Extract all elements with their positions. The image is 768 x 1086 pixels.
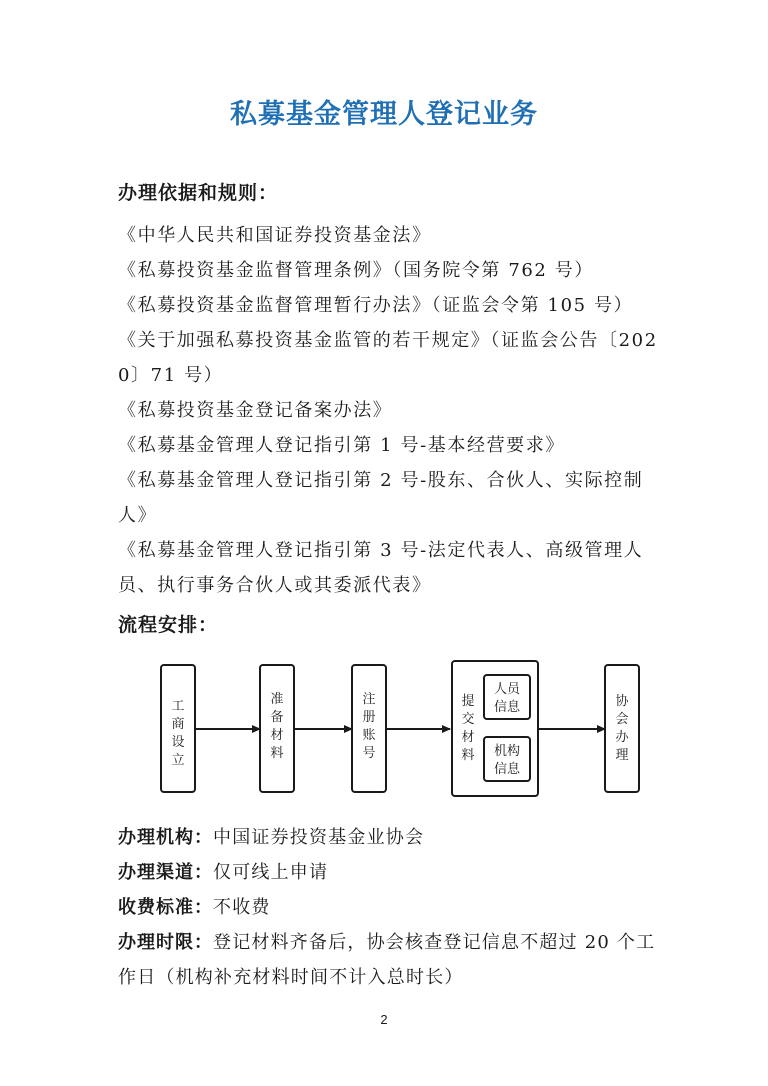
page-title: 私募基金管理人登记业务 [230,99,538,130]
step-label-char: 办 [615,730,629,745]
info-fee-label: 收费标准： [118,897,213,918]
info-agency-value: 中国证券投资基金业协会 [213,827,425,848]
step-label-char: 注 [362,692,376,707]
info-agency-label: 办理机构： [118,827,213,848]
basis-list [118,218,658,603]
step-label-char: 工 [171,699,185,714]
info-time-value: 登记材料齐备后，协会核查登记信息不超过 20 个工作日（机构补充材料时间不计入总时长） [118,932,656,988]
step-label-char: 料 [461,748,475,763]
step-label-char: 理 [615,748,629,763]
sub-box-label: 信息 [493,700,521,715]
basis-heading: 办理依据和规则： [118,182,279,204]
basis-item: 《中华人民共和国证券投资基金法》 [118,225,432,246]
basis-item: 《私募基金管理人登记指引第 1 号-基本经营要求》 [118,435,565,456]
sub-box-label: 人员 [493,682,521,697]
info-fee-value: 不收费 [213,897,271,918]
info-channel-value: 仅可线上申请 [213,862,329,883]
step-label-char: 协 [615,694,629,709]
process-flowchart [150,655,660,805]
step-label-char: 备 [270,710,284,725]
basis-item: 《关于加强私募投资基金监管的若干规定》（证监会公告〔2020〕71 号） [118,330,658,386]
info-time-label: 办理时限： [118,932,213,953]
step-label-char: 会 [615,712,629,727]
basis-item: 《私募投资基金监督管理条例》（国务院令第 762 号） [118,260,594,281]
basis-item: 《私募基金管理人登记指引第 3 号-法定代表人、高级管理人员、执行事务合伙人或其委派代表》 [118,540,644,596]
info-channel-label: 办理渠道： [118,862,213,883]
basis-item: 《私募投资基金监督管理暂行办法》（证监会令第 105 号） [118,295,634,316]
basis-item: 《私募基金管理人登记指引第 2 号-股东、合伙人、实际控制人》 [118,470,644,526]
info-agency [118,820,658,855]
step-label-char: 商 [171,717,185,732]
info-time [118,925,658,995]
process-heading: 流程安排： [118,614,219,636]
sub-box-label: 机构 [493,744,521,759]
info-fee [118,890,658,925]
info-channel [118,855,658,890]
step-label-char: 材 [461,730,475,745]
step-label-char: 提 [461,694,475,709]
step-label-char: 交 [461,712,475,727]
step-label-char: 材 [270,728,284,743]
basis-item: 《私募投资基金登记备案办法》 [118,400,393,421]
step-label-char: 设 [171,735,185,750]
sub-box-label: 信息 [493,762,521,777]
page-number: 2 [380,1012,388,1027]
step-label-char: 册 [362,710,376,725]
step-label-char: 料 [270,746,284,761]
step-label-char: 立 [171,753,185,768]
step-label-char: 号 [362,746,376,761]
step-label-char: 准 [270,692,284,707]
step-box-association-handling [605,665,639,792]
step-label-char: 账 [362,728,376,743]
